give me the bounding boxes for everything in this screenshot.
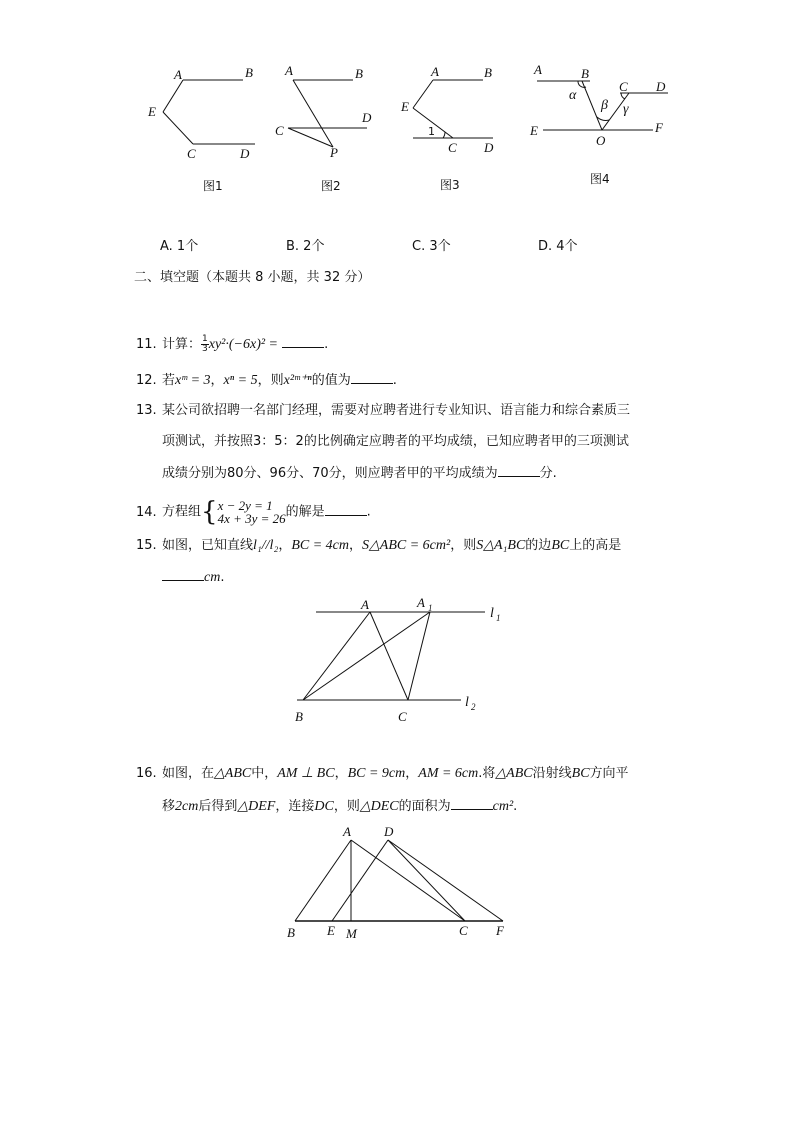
q16-def: △DEF xyxy=(237,799,276,814)
fig4-label-F: F xyxy=(655,120,663,135)
section-title: 二、填空题（本题共 8 小题，共 32 分） xyxy=(134,270,371,285)
option-c: C. 3个 xyxy=(412,239,451,254)
q16-text-c: .将 xyxy=(478,766,496,781)
q16-abc: △ABC xyxy=(214,766,252,781)
q15-comma-1: ， xyxy=(278,538,292,553)
question-number: 12. xyxy=(136,373,157,388)
segment-ac xyxy=(351,840,465,921)
segment-ac xyxy=(370,612,408,700)
fig3-label-C: C xyxy=(448,140,457,155)
q12-tail: . xyxy=(392,373,397,388)
segment-dc xyxy=(388,840,465,921)
figure-16 xyxy=(280,820,520,945)
q16-tail: . xyxy=(513,799,518,814)
fig2-caption: 图2 xyxy=(321,179,341,193)
answer-blank[interactable] xyxy=(451,797,493,810)
fig4-label-B: B xyxy=(581,66,589,81)
question-13-line-2 xyxy=(162,433,629,451)
fig15-label-l2-sub: 2 xyxy=(471,702,476,712)
fig3-label-E: E xyxy=(401,99,409,114)
q13-line-3-tail: 分. xyxy=(539,466,557,481)
fig15-label-A1-sub: 1 xyxy=(428,603,433,613)
q14-system xyxy=(218,499,286,525)
q16-text-a: 如图，在 xyxy=(162,766,215,781)
q16-comma-2: ， xyxy=(405,766,419,781)
question-number: 13. xyxy=(136,403,157,418)
fig1-caption: 图1 xyxy=(203,179,223,193)
answer-blank[interactable] xyxy=(282,335,324,348)
q12-expr-a: xᵐ = 3 xyxy=(175,373,211,388)
option-b: B. 2个 xyxy=(286,239,325,254)
q14-equation-2: 4x + 3y = 26 xyxy=(217,511,286,526)
fig3-label-1: 1 xyxy=(428,125,435,138)
q12-expr-b: xⁿ = 5 xyxy=(223,373,258,388)
q16-unit: cm² xyxy=(492,799,514,814)
fig16-label-D: D xyxy=(384,824,394,839)
q16-text-j: 的面积为 xyxy=(398,799,451,814)
fig4-label-gamma: γ xyxy=(623,102,629,117)
question-number: 14. xyxy=(136,504,157,520)
q16-text-i: ，则 xyxy=(333,799,360,814)
q15-text-b: ，则 xyxy=(450,538,477,553)
q16-dc: DC xyxy=(314,799,334,814)
q14-post: 的解是 xyxy=(285,504,325,520)
q14-prefix: 方程组 xyxy=(162,504,202,520)
fig15-label-B: B xyxy=(295,709,303,724)
q16-text-e: 方向平 xyxy=(589,766,629,781)
q11-frac-num: 1 xyxy=(202,334,208,344)
fig4-label-alpha: α xyxy=(569,88,577,103)
figure-15 xyxy=(280,590,520,730)
fig1-label-B: B xyxy=(245,65,253,80)
fig2-label-C: C xyxy=(275,123,284,138)
q11-tail: . xyxy=(324,337,329,352)
q16-text-b: 中， xyxy=(251,766,278,781)
q15-tail: . xyxy=(220,570,225,585)
fig15-label-A: A xyxy=(361,597,369,612)
q16-text-h: ，连接 xyxy=(275,799,315,814)
answer-blank[interactable] xyxy=(498,464,540,477)
q16-dec: △DEC xyxy=(359,799,399,814)
q16-text-g: 后得到 xyxy=(198,799,238,814)
q15-text-a: 如图，已知直线 xyxy=(162,538,254,553)
question-12 xyxy=(136,371,397,390)
fig4-label-A: A xyxy=(534,62,542,77)
fig4-caption: 图4 xyxy=(590,172,610,186)
q12-sep: ， xyxy=(210,373,224,388)
fig3-label-A: A xyxy=(431,64,439,79)
fig16-label-B: B xyxy=(287,925,295,940)
fig2-label-A: A xyxy=(285,63,293,78)
q15-bc: BC = 4cm xyxy=(291,538,349,553)
q16-bc-2: BC xyxy=(571,766,590,781)
q16-bc: BC = 9cm xyxy=(347,766,406,781)
q11-expression: xy²·(−6x)² = xyxy=(208,337,279,352)
fig15-label-C: C xyxy=(398,709,407,724)
q16-text-d: 沿射线 xyxy=(532,766,572,781)
answer-blank[interactable] xyxy=(351,371,393,384)
question-14 xyxy=(136,499,371,525)
q13-line-2-text: 项测试，并按照3：5：2的比例确定应聘者的平均成绩，已知应聘者甲的三项测试 xyxy=(162,434,629,449)
question-11 xyxy=(136,335,328,354)
segment-ab xyxy=(303,612,370,700)
fig2-label-B: B xyxy=(355,66,363,81)
fig16-label-C: C xyxy=(459,923,468,938)
q14-tail: . xyxy=(366,504,371,520)
q16-am-perp: AM ⊥ BC xyxy=(277,766,335,781)
fig16-label-E: E xyxy=(327,923,335,938)
q14-equation-1: x − 2y = 1 xyxy=(217,498,273,513)
q12-text-a: 若 xyxy=(162,373,176,388)
q13-line-3-text: 成绩分别为80分、96分、70分，则应聘者甲的平均成绩为 xyxy=(162,466,498,481)
question-number: 15. xyxy=(136,538,157,553)
fig16-label-M: M xyxy=(346,926,357,941)
question-number: 16. xyxy=(136,766,157,781)
question-15 xyxy=(136,537,621,555)
fig16-label-A: A xyxy=(343,824,351,839)
q16-comma-1: ， xyxy=(334,766,348,781)
segment-de xyxy=(332,840,388,921)
q16-abc-2: △ABC xyxy=(495,766,533,781)
q12-text-c: 的值为 xyxy=(311,373,351,388)
q12-expr-c: x²ᵐ⁺ⁿ xyxy=(283,373,312,388)
answer-blank[interactable] xyxy=(162,568,204,581)
question-13 xyxy=(136,402,630,420)
fig15-label-l1: l xyxy=(490,606,494,621)
question-15-line-2 xyxy=(162,568,224,587)
answer-blank[interactable] xyxy=(325,503,367,516)
fig1-label-C: C xyxy=(187,146,196,161)
segment-df xyxy=(388,840,503,921)
top-figures xyxy=(0,55,794,205)
fig3-caption: 图3 xyxy=(440,178,460,192)
segment-ab xyxy=(295,840,351,921)
q16-am: AM = 6cm xyxy=(418,766,479,781)
fig4-label-D: D xyxy=(656,79,666,94)
fig4-label-C: C xyxy=(619,79,628,94)
figure-3 xyxy=(413,80,493,138)
q16-text-f: 移 xyxy=(162,799,176,814)
q12-text-b: ，则 xyxy=(257,373,284,388)
fig1-label-E: E xyxy=(148,104,156,119)
fig1-label-A: A xyxy=(174,67,182,82)
fig4-label-E: E xyxy=(530,123,538,138)
q11-prefix: 计算： xyxy=(162,337,202,352)
fig3-label-D: D xyxy=(484,140,494,155)
fig16-label-F: F xyxy=(496,923,504,938)
q14-brace: { xyxy=(201,497,218,527)
fig15-label-A1: A xyxy=(417,595,425,610)
q15-parallel: l₁//l₂ xyxy=(253,538,279,553)
q11-fraction xyxy=(201,335,209,354)
figure-1 xyxy=(163,80,255,144)
fig3-label-B: B xyxy=(484,65,492,80)
option-a: A. 1个 xyxy=(160,239,199,254)
fig4-label-O: O xyxy=(596,133,606,148)
q15-area: S△ABC = 6cm² xyxy=(362,538,451,553)
q15-text-d: 上的高是 xyxy=(569,538,622,553)
q11-frac-den: 3 xyxy=(202,344,208,354)
q15-unit: cm xyxy=(204,570,221,585)
option-d: D. 4个 xyxy=(538,239,578,254)
q15-comma-2: ， xyxy=(349,538,363,553)
fig4-label-beta: β xyxy=(601,98,608,113)
fig2-label-D: D xyxy=(362,110,372,125)
q16-shift: 2cm xyxy=(175,799,199,814)
question-16 xyxy=(136,765,629,783)
figure-2 xyxy=(288,80,367,147)
q13-line-1: 某公司欲招聘一名部门经理，需要对应聘者进行专业知识、语言能力和综合素质三 xyxy=(162,403,631,418)
question-16-line-2 xyxy=(162,797,517,816)
fig15-label-l2: l xyxy=(465,695,469,710)
q15-area-2: S△A₁BC xyxy=(476,538,526,553)
q15-bc-2: BC xyxy=(551,538,570,553)
fig1-label-D: D xyxy=(240,146,250,161)
fig2-label-P: P xyxy=(330,145,338,160)
question-number: 11. xyxy=(136,337,157,352)
fig15-label-l1-sub: 1 xyxy=(496,613,501,623)
q15-text-c: 的边 xyxy=(525,538,552,553)
question-13-line-3 xyxy=(162,464,557,483)
